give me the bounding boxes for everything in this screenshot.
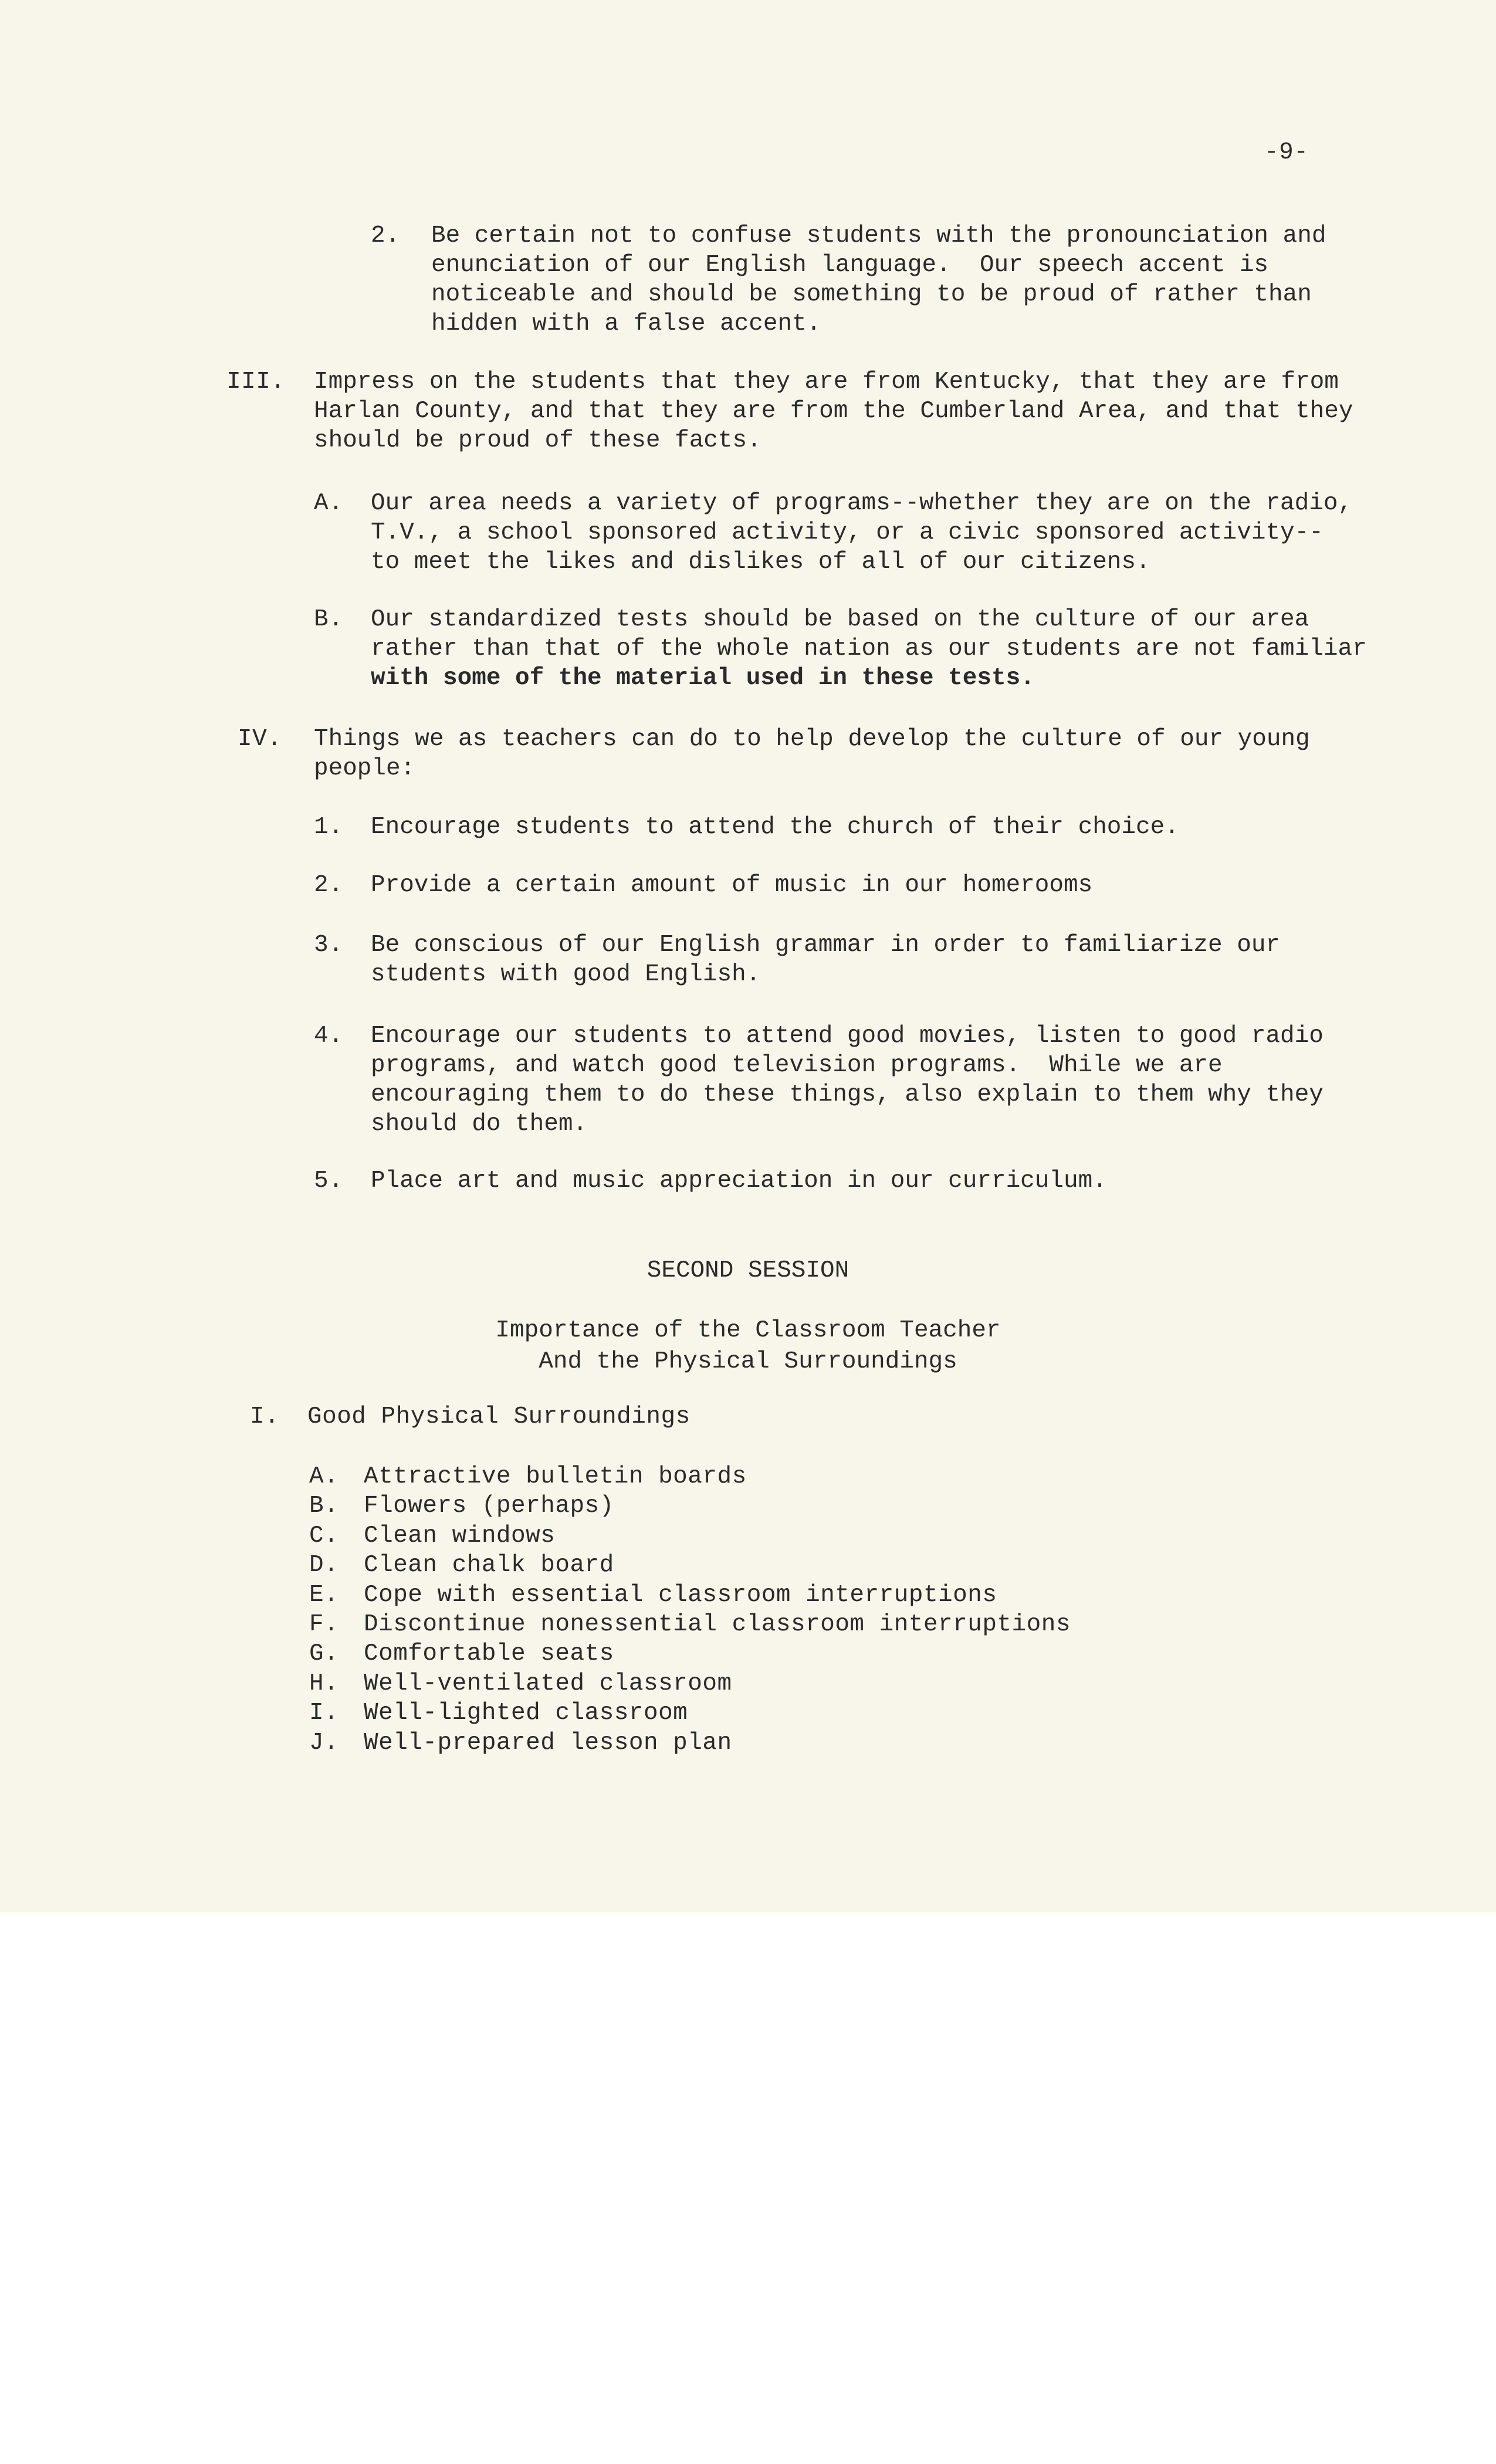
- list-item: Well-lighted classroom: [364, 1700, 688, 1727]
- list-item: Flowers (perhaps): [364, 1492, 614, 1520]
- item-letter: D.: [309, 1552, 339, 1579]
- text-line: Be certain not to confuse students with the pronounciation and: [431, 222, 1326, 249]
- section-subtitle: And the Physical Surroundings: [539, 1348, 957, 1375]
- text-line: noticeable and should be something to be proud of rather than: [431, 281, 1312, 308]
- text-line: Impress on the students that they are from Kentucky, that they are from: [314, 368, 1339, 395]
- paragraph: [371, 489, 1427, 577]
- list-item: Well-ventilated classroom: [364, 1670, 732, 1697]
- item-letter: I.: [309, 1700, 339, 1727]
- list-item: Clean windows: [364, 1522, 556, 1549]
- item-letter: J.: [309, 1729, 339, 1756]
- paragraph: [371, 1166, 1333, 1196]
- list-item: Discontinue nonessential classroom interruptions: [364, 1611, 1071, 1638]
- list-item: Cope with essential classroom interruptions: [364, 1581, 997, 1609]
- text-line: hidden with a false accent.: [431, 310, 821, 337]
- item-letter: C.: [309, 1522, 339, 1549]
- list-item: Comfortable seats: [364, 1640, 614, 1668]
- paragraph: [371, 813, 1333, 842]
- text-line: to meet the likes and dislikes of all of our citizens.: [371, 549, 1150, 576]
- item-letter: B.: [309, 1492, 339, 1520]
- list-item: Attractive bulletin boards: [364, 1463, 747, 1490]
- text-line: Things we as teachers can do to help develop the culture of our young: [314, 726, 1310, 753]
- text-line: Provide a certain amount of music in our homerooms: [371, 872, 1093, 899]
- paragraph: [314, 367, 1429, 455]
- item-letter: A.: [309, 1463, 339, 1490]
- text-line: Our standardized tests should be based on the culture of our area: [371, 606, 1309, 633]
- paragraph: [314, 725, 1429, 783]
- item-number: 2.: [371, 222, 401, 249]
- paragraph: [371, 1021, 1333, 1139]
- section-number: IV.: [238, 726, 282, 753]
- text-line: Our area needs a variety of programs--whether they are on the radio,: [371, 490, 1353, 517]
- item-letter: H.: [309, 1670, 339, 1697]
- item-letter: A.: [314, 490, 344, 517]
- text-line: Harlan County, and that they are from the Cumberland Area, and that they: [314, 398, 1353, 425]
- item-letter: B.: [314, 606, 344, 633]
- paragraph: [371, 930, 1333, 989]
- item-number: 2.: [314, 872, 344, 899]
- section-number: I.: [250, 1403, 280, 1430]
- text-line: should do them.: [371, 1111, 588, 1138]
- text-line: with some of the material used in these tests.: [371, 665, 1035, 692]
- list-item: Well-prepared lesson plan: [364, 1729, 732, 1756]
- item-letter: E.: [309, 1581, 339, 1609]
- paragraph: [431, 221, 1393, 339]
- item-number: 4.: [314, 1023, 344, 1050]
- section-heading: SECOND SESSION: [647, 1257, 849, 1284]
- item-letter: F.: [309, 1611, 339, 1638]
- paragraph: [371, 871, 1333, 900]
- section-subtitle: Importance of the Classroom Teacher: [495, 1317, 1001, 1344]
- text-line: encouraging them to do these things, also explain to them why they: [371, 1081, 1324, 1108]
- item-letter: G.: [309, 1640, 339, 1668]
- section-number: III.: [226, 368, 286, 395]
- text-line: Be conscious of our English grammar in order to familiarize our: [371, 932, 1281, 959]
- page-number: -9-: [1264, 139, 1309, 166]
- text-line: programs, and watch good television programs. While we are: [371, 1052, 1223, 1079]
- list-title: Good Physical Surroundings: [307, 1403, 691, 1430]
- text-line: enunciation of our English language. Our speech accent is: [431, 252, 1269, 279]
- text-line: Encourage students to attend the church of their choice.: [371, 814, 1179, 841]
- text-line: rather than that of the whole nation as our students are not familiar: [371, 635, 1367, 662]
- text-line: people:: [314, 755, 415, 782]
- list-item: Clean chalk board: [364, 1552, 614, 1579]
- item-number: 1.: [314, 814, 344, 841]
- text-line: Encourage our students to attend good movies, listen to good radio: [371, 1023, 1324, 1050]
- text-line: Place art and music appreciation in our curriculum.: [371, 1167, 1107, 1194]
- item-number: 3.: [314, 932, 344, 959]
- text-line: T.V., a school sponsored activity, or a civic sponsored activity--: [371, 519, 1324, 546]
- text-line: should be proud of these facts.: [314, 427, 761, 454]
- paragraph: [371, 605, 1427, 693]
- item-number: 5.: [314, 1167, 344, 1194]
- text-line: students with good English.: [371, 961, 761, 988]
